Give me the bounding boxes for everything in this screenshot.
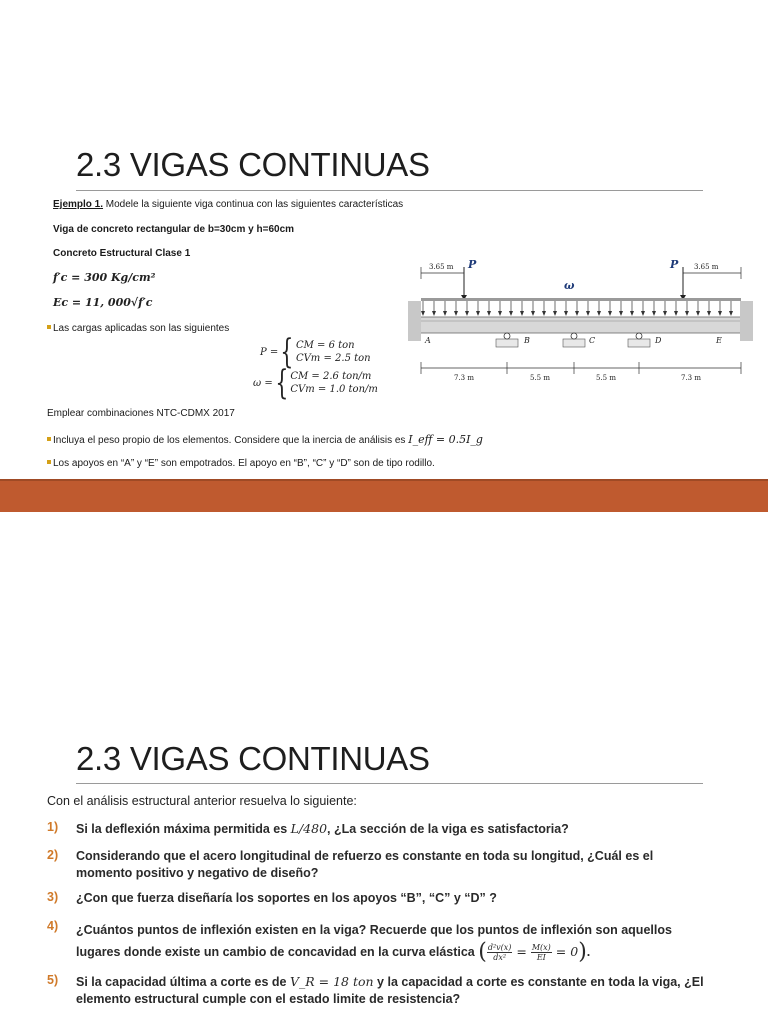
support-label-b: B [524,336,530,345]
question-number: 2) [47,848,59,862]
example-line [53,199,403,210]
question-text [76,973,716,1008]
question-3 [47,890,727,907]
question-number: 5) [47,973,59,987]
question-text [76,919,706,964]
q4-paren-open: ( [478,939,487,965]
self-weight-bullet [47,433,483,446]
support-label-c: C [589,336,596,345]
bullet-marker [47,460,51,464]
q4-frac1-num: d²v(x) [487,943,512,953]
question-text [76,820,727,838]
q1-text-b: , ¿La sección de la viga es satisfactoria? [327,822,569,836]
question-4 [47,919,727,964]
concrete-class [53,248,190,259]
question-2 [47,848,727,882]
distributed-load-bar [421,298,741,301]
q4-frac-1 [487,943,513,962]
w-brace: { [275,363,289,403]
question-number: 1) [47,820,59,834]
w-cv: CVm = 1.0 ton/m [290,384,378,395]
fc-formula: f′c = 300 Kg/cm² [53,271,156,284]
beam-diagram [408,255,753,390]
fixed-support-right [740,301,753,341]
span-label-ab: 7.3 m [454,374,474,382]
roller-base-d [628,339,650,347]
slide2-title-rule [76,783,703,784]
dim-left-label: 3.65 m [429,263,454,271]
q4-frac2-den: EI [536,953,546,963]
w-lhs: ω = [253,377,273,389]
fixed-support-left [408,301,421,341]
q4-eq: = [512,944,531,959]
span-label-cd: 5.5 m [596,374,616,382]
p-lhs: P = [260,346,279,358]
self-weight-text: Incluya el peso propio de los elementos. Considere que la inercia de análisis es [53,435,409,446]
span-label-bc: 5.5 m [530,374,550,382]
loads-intro-text: Las cargas aplicadas son las siguientes [53,323,230,334]
load-p-right-label: P [670,258,679,271]
slide1-title-rule [76,190,703,191]
q1-text-a: Si la deflexión máxima permitida es [76,822,291,836]
bullet-marker [47,325,51,329]
example-label: Ejemplo 1. [53,199,104,210]
load-p-left-label: P [468,258,477,271]
support-label-a: A [425,336,431,345]
question-5 [47,973,727,1008]
bullet-marker [47,437,51,441]
q4-text-a: ¿Cuántos puntos de inflexión existen en la viga? Recuerde que los puntos de inflexión son aquellos lugares donde existe un cambio de concavidad en la curva elástica [76,923,672,959]
roller-base-c [563,339,585,347]
w-load-cases [253,363,378,403]
loads-intro [47,323,229,334]
combinations-line: Emplear combinaciones NTC-CDMX 2017 [47,408,235,419]
concrete-class-text: Concreto Estructural Clase 1 [53,248,191,259]
q4-tail: = 0 [551,944,579,959]
example-text: Modele la siguiente viga continua con las siguientes características [103,199,404,210]
q4-paren-close: ) [578,939,587,965]
span-label-de: 7.3 m [681,374,701,382]
question-text: ¿Con que fuerza diseñaría los soportes en los apoyos “B”, “C” y “D” ? [76,891,497,905]
q1-math: L/480 [290,821,328,836]
q4-frac1-den: dx² [493,953,507,963]
question-1 [47,820,727,838]
q4-frac2-num: M(x) [531,943,551,953]
beam-spec [53,224,294,235]
q4-frac-2 [531,943,552,962]
q5-text-a: Si la capacidad última a corte es de [76,975,290,989]
beam-body [413,317,748,333]
slide2-title: 2.3 VIGAS CONTINUAS [76,740,430,777]
p-cm: CM = 6 ton [295,340,355,351]
q4-period: . [586,945,591,959]
question-number: 4) [47,919,59,933]
load-w-label: ω [564,279,575,292]
support-label-e: E [716,336,722,345]
p-brace: { [280,332,294,372]
roller-wheel-b [504,333,510,339]
question-text: Considerando que el acero longitudinal de refuerzo es constante en toda su longitud, ¿Cuál es el momento positivo y negativo de diseño? [76,849,654,880]
beam-spec-text: Viga de concreto rectangular de b=30cm y h=60cm [53,224,295,235]
slide-divider-band [0,481,768,512]
roller-wheel-d [636,333,642,339]
supports-bullet [47,458,435,469]
slide1-title: 2.3 VIGAS CONTINUAS [76,146,430,183]
p-cv: CVm = 2.5 ton [295,353,371,364]
question-number: 3) [47,890,59,904]
supports-text: Los apoyos en “A” y “E” son empotrados. El apoyo en “B”, “C” y “D” son de tipo rodillo. [53,458,435,469]
dim-right-label: 3.65 m [694,263,719,271]
roller-wheel-c [571,333,577,339]
w-cm: CM = 2.6 ton/m [290,371,372,382]
support-label-d: D [655,336,662,345]
inertia-formula: I_eff = 0.5I_g [408,433,483,446]
roller-base-b [496,339,518,347]
q5-math: V_R = 18 ton [289,974,374,989]
questions-intro: Con el análisis estructural anterior resuelva lo siguiente: [47,794,357,808]
ec-formula: Ec = 11, 000√f′c [53,296,153,309]
q5-text-b: y la capacidad a corte es constante en toda la viga, ¿El elemento estructural cumple con el estado limite de resistencia? [76,975,704,1006]
